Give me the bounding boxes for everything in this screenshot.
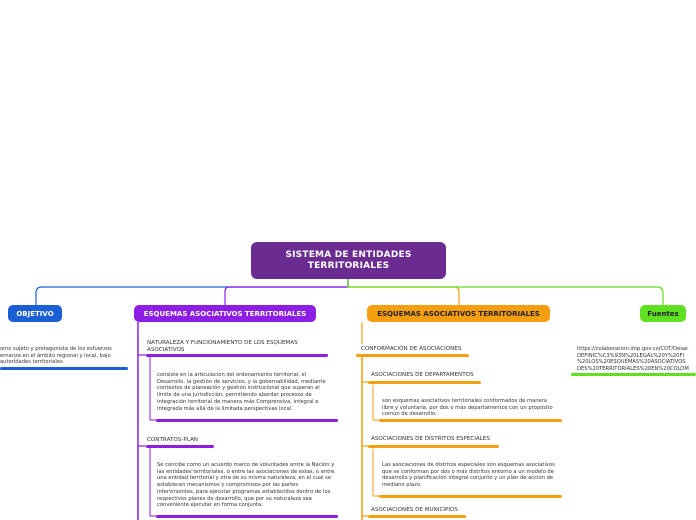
root-title-line2: TERRITORIALES bbox=[307, 260, 390, 271]
link-naturaleza-text bbox=[150, 357, 156, 420]
root-node[interactable] bbox=[251, 242, 446, 279]
link-dept-text bbox=[373, 385, 379, 420]
distritos-text: Las asociaciones de distritos especiales son esquemas asociativos que se conforman por dos o más distritos entorno a un modelo de desarrollo y planificación integral conjunto y un plan de acción de mediano plazo. bbox=[382, 462, 555, 489]
esquemas-purple-label: ESQUEMAS ASOCIATIVOS TERRITORIALES bbox=[143, 309, 307, 318]
fuentes-url-line2: DEFINIC%C3%93N%20LEGAL%20Y%20FI bbox=[577, 352, 684, 359]
naturaleza-text: consiste en la articulación del ordenamiento territorial, el Desarrollo, la gestión de servicios, y la gobernabilidad, mediante contextos de planeación y gestión institucional que superan el límite de una jurisdicción, permitiendo abordar procesos de integración territorial de manera más Comprensiva, integral e integrada más allá de la limitada perspectivas local. bbox=[157, 372, 326, 412]
conformacion-underline bbox=[356, 354, 469, 357]
link-contratos-text bbox=[150, 448, 156, 516]
conformacion-label[interactable]: CONFORMACIÓN DE ASOCIACIONES bbox=[361, 346, 462, 352]
link-root-objetivo bbox=[36, 279, 348, 305]
contratos-text: Se concibe como un acuerdo marco de voluntades entre la Nación y las entidades territoriales, o entre las asociaciones de estas, o entre una entidad territorial y otra de su misma naturaleza, en el cual se establecen mecanismos y compromisos por las partes intervinientes, para ejecutar programas establecidos dentro de los respectivos planes de desarrollo, que por su naturaleza sea conveniente ejecutar en forma conjunta. bbox=[157, 462, 335, 509]
link-root-esquemas-purple bbox=[225, 279, 348, 305]
root-title-line1: SISTEMA DE ENTIDADES bbox=[285, 249, 412, 260]
fuentes-node[interactable] bbox=[640, 305, 686, 322]
objetivo-label: OBJETIVO bbox=[16, 309, 54, 318]
link-dist-text bbox=[373, 449, 379, 496]
naturaleza-underline bbox=[146, 354, 328, 357]
contratos-text-underline bbox=[156, 515, 338, 518]
distritos-label[interactable]: ASOCIACIONES DE DISTRITOS ESPECIALES bbox=[371, 436, 490, 442]
esquemas-purple-node[interactable] bbox=[134, 305, 316, 322]
departamentos-text: son esquemas asociativos territoriales conformados de manera libre y voluntaria, por dos o más departamentos con un propósito común de desarrollo. bbox=[382, 398, 553, 418]
departamentos-underline bbox=[368, 381, 481, 384]
distritos-text-underline bbox=[379, 495, 562, 498]
contratos-label[interactable]: CONTRATOS-PLAN bbox=[147, 437, 198, 443]
objetivo-text: omo sujeto y protagonista de los esfuerzos ernanza en el ámbito regional y local, bajo autoridades territoriales. bbox=[0, 346, 112, 366]
esquemas-orange-node[interactable] bbox=[367, 305, 550, 322]
fuentes-url-line4: DES%20TERRITORIALES%20EN%20COLOM bbox=[577, 366, 689, 373]
naturaleza-text-underline bbox=[156, 419, 338, 422]
contratos-underline bbox=[146, 445, 214, 448]
fuentes-underline bbox=[571, 373, 696, 376]
fuentes-url-line3: %20LOS%20ESQUEMAS%20ASOCIATIVOS bbox=[577, 359, 686, 366]
objetivo-underline bbox=[0, 367, 128, 370]
distritos-underline bbox=[368, 445, 499, 448]
objetivo-node[interactable] bbox=[8, 305, 62, 322]
fuentes-url-line1: https://colaboracion.dnp.gov.co/CDT/Desar bbox=[577, 346, 689, 352]
link-root-fuentes bbox=[348, 279, 663, 305]
municipios-underline bbox=[368, 515, 466, 518]
fuentes-label: Fuentes bbox=[647, 309, 679, 318]
naturaleza-label[interactable]: NATURALEZA Y FUNCIONAMIENTO DE LOS ESQUEMAS ASOCIATIVOS bbox=[147, 340, 298, 353]
departamentos-text-underline bbox=[379, 419, 562, 422]
link-root-esquemas-orange bbox=[348, 279, 459, 305]
esquemas-orange-label: ESQUEMAS ASOCIATIVOS TERRITORIALES bbox=[377, 309, 540, 318]
municipios-label[interactable]: ASOCIACIONES DE MUNICIPIOS bbox=[371, 507, 458, 513]
departamentos-label[interactable]: ASOCIACIONES DE DEPARTAMENTOS bbox=[371, 372, 474, 378]
fuentes-url[interactable] bbox=[577, 346, 696, 373]
